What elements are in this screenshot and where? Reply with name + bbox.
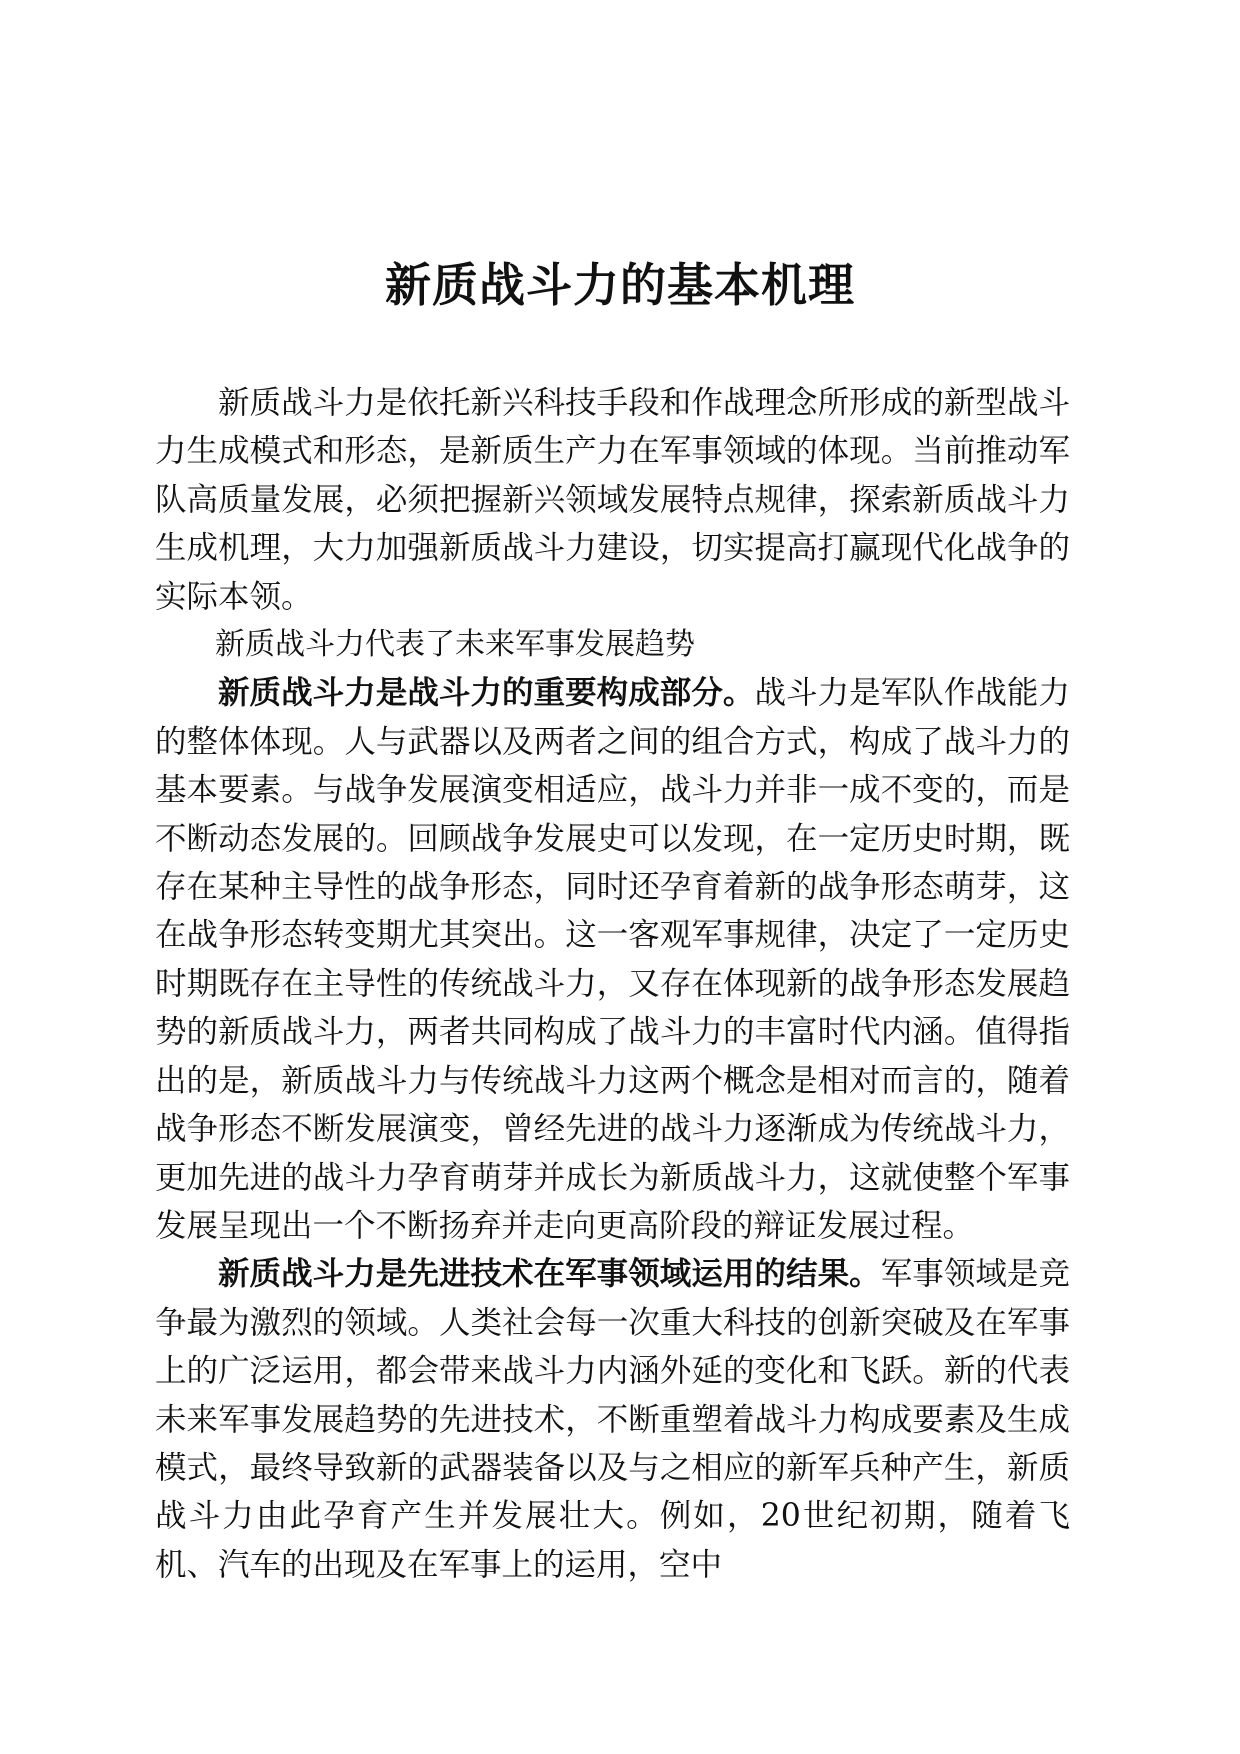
paragraph-1-lead: 新质战斗力是战斗力的重要构成部分。 [218, 674, 755, 712]
document-title: 新质战斗力的基本机理 [385, 258, 855, 312]
document-body [155, 379, 1070, 1589]
paragraph-1-text: 战斗力是军队作战能力的整体体现。人与武器以及两者之间的组合方式，构成了战斗力的基本要素。与战争发展演变相适应，战斗力并非一成不变的，而是不断动态发展的。回顾战争发展史可以发现，在一定历史时期，既存在某种主导性的战争形态，同时还孕育着新的战争形态萌芽，这在战争形态转变期尤其突出。这一客观军事规律，决定了一定历史时期既存在主导性的传统战斗力，又存在体现新的战争形态发展趋势的新质战斗力，两者共同构成了战斗力的丰富时代内涵。值得指出的是，新质战斗力与传统战斗力这两个概念是相对而言的，随着战争形态不断发展演变，曾经先进的战斗力逐渐成为传统战斗力，更加先进的战斗力孕育萌芽并成长为新质战斗力，这就使整个军事发展呈现出一个不断扬弃并走向更高阶段的辩证发展过程。 [155, 675, 1070, 1244]
paragraph-2 [155, 1250, 1070, 1589]
section-heading: 新质战斗力代表了未来军事发展趋势 [215, 627, 695, 663]
paragraph-2-text: 军事领域是竞争最为激烈的领域。人类社会每一次重大科技的创新突破及在军事上的广泛运用，都会带来战斗力内涵外延的变化和飞跃。新的代表未来军事发展趋势的先进技术，不断重塑着战斗力构成要素及生成模式，最终导致新的武器装备以及与之相应的新军兵种产生，新质战斗力由此孕育产生并发展壮大。例如，20世纪初期，随着飞机、汽车的出现及在军事上的运用，空中 [155, 1256, 1070, 1583]
paragraph-2-lead: 新质战斗力是先进技术在军事领域运用的结果。 [218, 1255, 881, 1293]
intro-paragraph: 新质战斗力是依托新兴科技手段和作战理念所形成的新型战斗力生成模式和形态，是新质生产力在军事领域的体现。当前推动军队高质量发展，必须把握新兴领域发展特点规律，探索新质战斗力生成机理，大力加强新质战斗力建设，切实提高打赢现代化战争的实际本领。 [155, 385, 1070, 615]
paragraph-1 [155, 669, 1070, 1250]
